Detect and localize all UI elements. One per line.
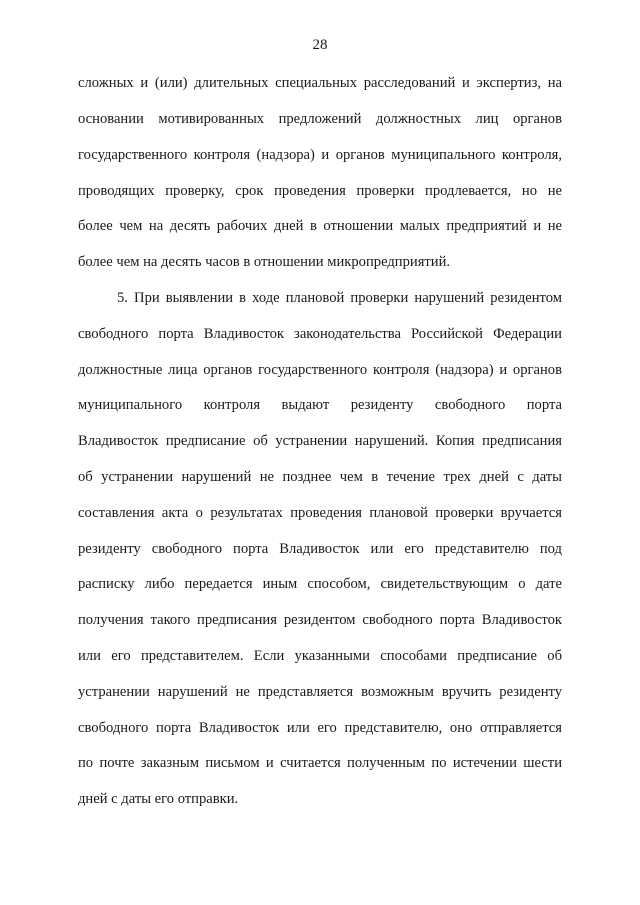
paragraph-line: получения такого предписания резидентом свободного порта Владивосток [78,612,562,628]
paragraph-line: устранении нарушений не представляется возможным вручить резиденту [78,684,562,700]
paragraph-line: об устранении нарушений не позднее чем в течение трех дней с даты [78,469,562,485]
paragraph-line: государственного контроля (надзора) и органов муниципального контроля, [78,147,562,163]
paragraph-line: расписку либо передается иным способом, свидетельствующим о дате [78,576,562,592]
paragraph-line: должностные лица органов государственного контроля (надзора) и органов [78,362,562,378]
paragraph-line: составления акта о результатах проведения плановой проверки вручается [78,505,562,521]
paragraph-line: 5. При выявлении в ходе плановой проверки нарушений резидентом [117,290,562,306]
paragraph-line: Владивосток предписание об устранении нарушений. Копия предписания [78,433,562,449]
paragraph-line: более чем на десять часов в отношении микропредприятий. [78,254,451,270]
paragraph-line: основании мотивированных предложений должностных лиц органов [78,111,562,127]
paragraph-line: проводящих проверку, срок проведения проверки продлевается, но не [78,183,562,199]
paragraph-line: более чем на десять рабочих дней в отношении малых предприятий и не [78,218,562,234]
paragraph-line: свободного порта Владивосток законодательства Российской Федерации [78,326,562,342]
paragraph-line: по почте заказным письмом и считается полученным по истечении шести [78,755,562,771]
paragraph-line: муниципального контроля выдают резиденту свободного порта [78,397,562,413]
page-number: 28 [312,37,328,53]
paragraph-line: резиденту свободного порта Владивосток или его представителю под [78,541,562,557]
paragraph-line: дней с даты его отправки. [78,791,239,807]
paragraph-line: свободного порта Владивосток или его представителю, оно отправляется [78,720,562,736]
paragraph-line: или его представителем. Если указанными способами предписание об [78,648,562,664]
paragraph-line: сложных и (или) длительных специальных расследований и экспертиз, на [78,75,562,91]
